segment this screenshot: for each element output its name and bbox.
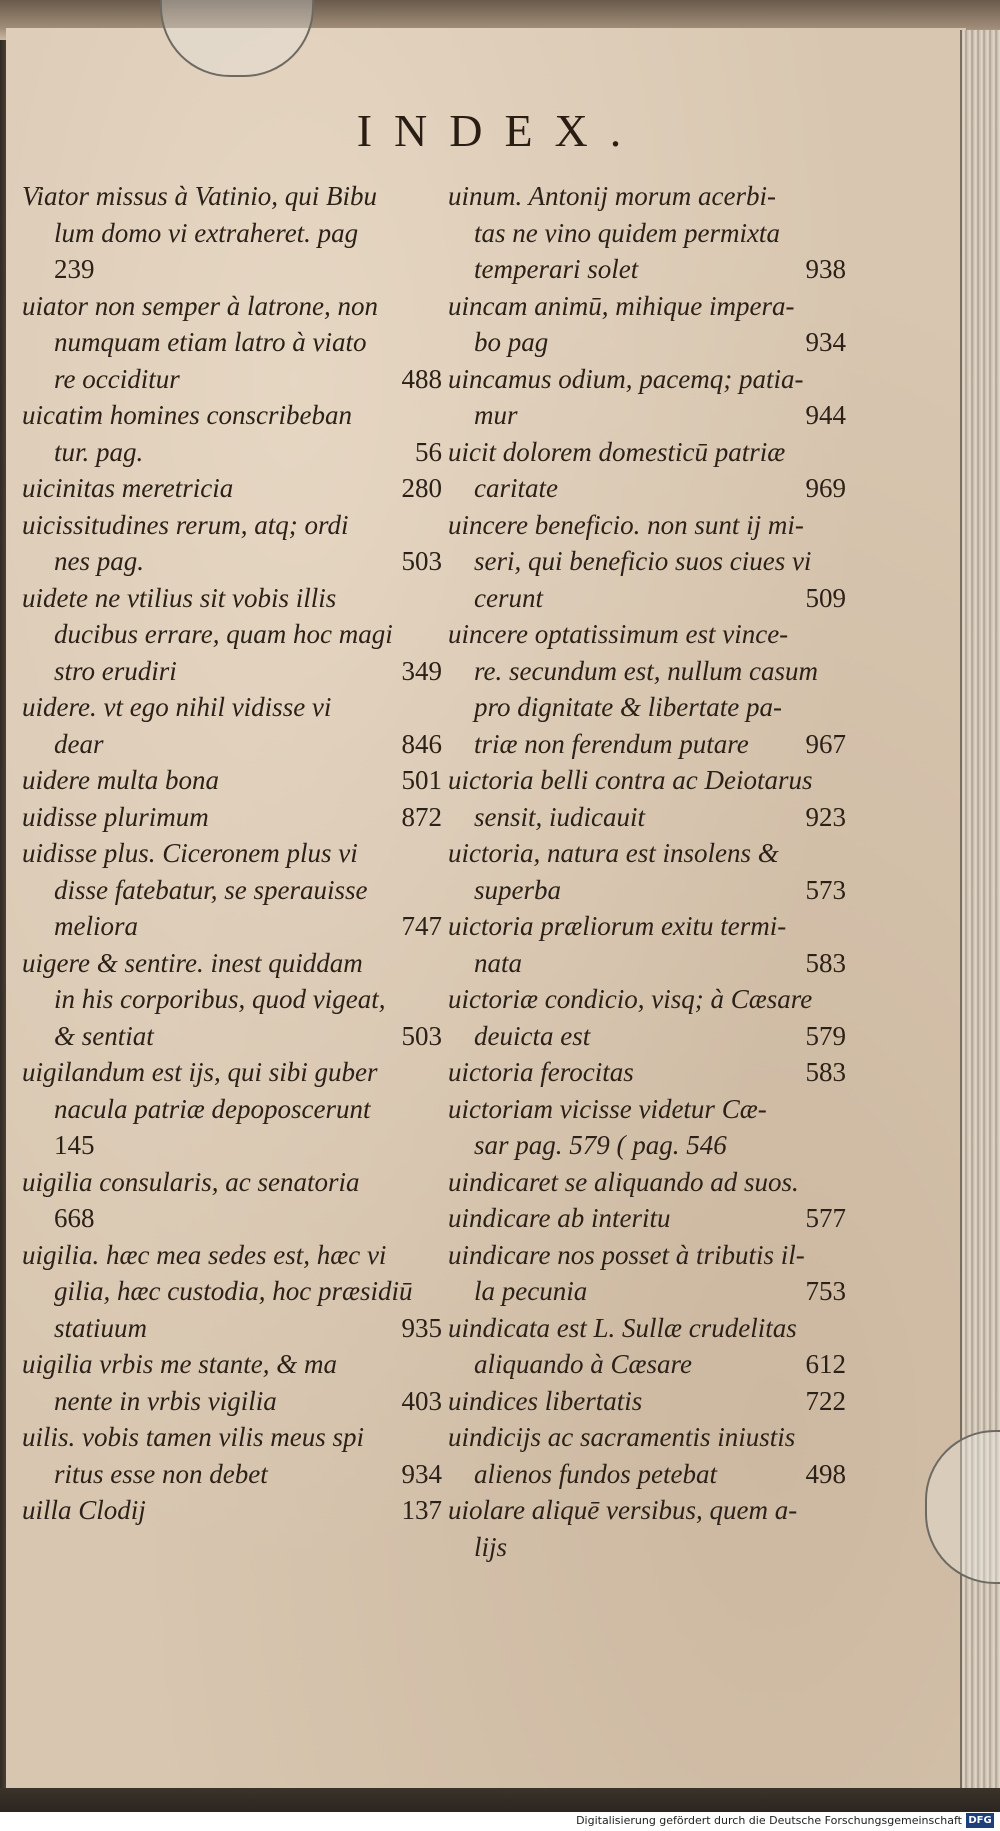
index-text: nente in vrbis vigilia (54, 1385, 277, 1416)
index-text: uindices libertatis (448, 1385, 643, 1416)
index-text: uincamus odium, pacemq; patia- (448, 363, 804, 394)
index-text: uictoria belli contra ac Deiotarus (448, 765, 813, 795)
dfg-logo: DFG (966, 1813, 994, 1828)
index-text: mur (474, 400, 518, 430)
page-number: 349 (401, 655, 442, 686)
index-entry (22, 397, 442, 470)
index-line (22, 1091, 442, 1128)
index-line (448, 507, 846, 544)
index-text: numquam etiam latro à viato (54, 327, 367, 357)
index-text: uidete ne vtilius sit vobis illis (22, 582, 337, 613)
index-text: uiolare aliquē versibus, quem a- (448, 1495, 798, 1525)
page-number: 923 (805, 801, 846, 832)
index-entry (22, 1346, 442, 1419)
index-entry (22, 507, 442, 580)
index-text: Viator missus à Vatinio, qui Bibu (22, 181, 378, 211)
page-number: 846 (401, 728, 442, 759)
index-text: uincere optatissimum est vince- (448, 619, 789, 649)
index-text: 145 (54, 1130, 95, 1160)
index-text: uindicaret se aliquando ad suos. (448, 1166, 799, 1197)
page-number: 967 (805, 728, 846, 759)
index-line (22, 1492, 442, 1529)
index-entry (22, 1492, 442, 1529)
index-line (448, 1529, 846, 1566)
index-entry (448, 434, 846, 507)
index-line (22, 762, 442, 799)
index-entry (448, 288, 846, 361)
index-text: re. secundum est, nullum casum (474, 655, 818, 686)
index-line (22, 726, 442, 763)
index-text: ducibus errare, quam hoc magi (54, 619, 393, 649)
page-number: 579 (805, 1020, 846, 1051)
index-text: uigilandum est ijs, qui sibi guber (22, 1057, 378, 1087)
page-number: 573 (805, 874, 846, 905)
index-line (448, 1456, 846, 1493)
index-text: temperari solet (474, 254, 639, 284)
index-entry (448, 1310, 846, 1383)
index-line (448, 799, 846, 836)
index-entry (22, 178, 442, 288)
index-text: uictoria, natura est insolens & (448, 838, 779, 868)
index-text: pro dignitate & libertate pa- (474, 692, 782, 722)
index-text: uigilia consularis, ac senatoria (22, 1166, 360, 1197)
index-text: lijs (474, 1531, 508, 1562)
page-number: 934 (401, 1458, 442, 1489)
index-line (22, 872, 442, 909)
index-text: nes pag. (54, 546, 144, 576)
index-entry (448, 616, 846, 762)
index-column-right (448, 178, 846, 1565)
index-entry (22, 835, 442, 945)
index-line (448, 1200, 846, 1237)
index-line (448, 1054, 846, 1091)
index-line (448, 981, 846, 1018)
index-entry (22, 288, 442, 398)
page-number: 503 (401, 1020, 442, 1051)
index-text: superba (474, 874, 561, 905)
index-entry (448, 361, 846, 434)
index-line (22, 1383, 442, 1420)
index-text: sar pag. 579 ( pag. 546 (474, 1130, 727, 1160)
index-line (22, 689, 442, 726)
index-line (448, 1492, 846, 1529)
index-line (448, 251, 846, 288)
index-line (22, 653, 442, 690)
index-entry (448, 1492, 846, 1565)
index-entry (22, 1419, 442, 1492)
index-text: aliquando à Cæsare (474, 1349, 693, 1379)
index-text: 239 (54, 254, 95, 284)
index-text: uicatim homines conscribeban (22, 400, 352, 430)
index-text: bo pag (474, 327, 549, 357)
index-line (448, 361, 846, 398)
index-line (448, 835, 846, 872)
index-line (448, 580, 846, 617)
index-text: uincere beneficio. non sunt ij mi- (448, 509, 804, 540)
index-line (22, 1456, 442, 1493)
index-line (448, 1164, 846, 1201)
index-line (448, 1273, 846, 1310)
page-number: 509 (805, 582, 846, 613)
index-text: uilla Clodij (22, 1495, 146, 1525)
index-line (448, 1237, 846, 1274)
page-number: 583 (805, 947, 846, 978)
index-entry (448, 1237, 846, 1310)
index-text: stro erudiri (54, 655, 177, 686)
page-number: 501 (401, 765, 442, 795)
index-line (22, 1200, 442, 1237)
index-line (448, 1127, 846, 1164)
index-text: uiator non semper à latrone, non (22, 290, 378, 321)
index-line (22, 1346, 442, 1383)
index-line (22, 1127, 442, 1164)
index-line (448, 762, 846, 799)
page-number: 56 (415, 436, 442, 467)
index-entry (448, 1091, 846, 1164)
index-entry (448, 178, 846, 288)
index-line (448, 616, 846, 653)
page-number: 935 (401, 1312, 442, 1343)
page-number: 137 (401, 1495, 442, 1525)
index-text: 668 (54, 1203, 95, 1233)
index-line (22, 945, 442, 982)
index-text: uidisse plurimum (22, 801, 209, 832)
index-text: uidisse plus. Ciceronem plus vi (22, 838, 358, 868)
index-text: uictoria præliorum exitu termi- (448, 911, 787, 941)
index-entry (22, 762, 442, 799)
index-text: dear (54, 728, 104, 759)
index-text: uigere & sentire. inest quiddam (22, 947, 363, 978)
index-entry (22, 1054, 442, 1164)
index-entry (448, 1164, 846, 1201)
page-number: 583 (805, 1057, 846, 1087)
index-text: uindicare ab interitu (448, 1203, 671, 1233)
index-line (448, 1346, 846, 1383)
index-line (448, 288, 846, 325)
index-text: uindicijs ac sacramentis iniustis (448, 1422, 796, 1452)
index-line (22, 981, 442, 1018)
index-line (448, 178, 846, 215)
index-text: nacula patriæ depoposcerunt (54, 1093, 371, 1124)
index-line (448, 908, 846, 945)
index-line (448, 215, 846, 252)
index-entry (448, 1200, 846, 1237)
index-text: uidere multa bona (22, 765, 219, 795)
index-entry (22, 1237, 442, 1347)
index-text: uigilia. hæc mea sedes est, hæc vi (22, 1239, 387, 1270)
index-line (448, 872, 846, 909)
index-text: in his corporibus, quod vigeat, (54, 984, 386, 1014)
index-text: uicit dolorem domesticū patriæ (448, 436, 786, 467)
index-text: uictoria ferocitas (448, 1057, 634, 1087)
index-entry (448, 1419, 846, 1492)
index-entry (448, 507, 846, 617)
page-number: 747 (401, 911, 442, 941)
index-text: deuicta est (474, 1020, 591, 1051)
index-line (22, 1310, 442, 1347)
index-line (22, 1018, 442, 1055)
index-entry (448, 762, 846, 835)
index-entry (448, 908, 846, 981)
index-text: nata (474, 947, 523, 978)
index-text: uictoriæ condicio, visq; à Cæsare (448, 984, 813, 1014)
index-text: disse fatebatur, se sperauisse (54, 874, 368, 905)
index-line (448, 1091, 846, 1128)
index-line (22, 1419, 442, 1456)
index-text: uilis. vobis tamen vilis meus spi (22, 1422, 364, 1452)
index-entry (448, 835, 846, 908)
index-line (22, 178, 442, 215)
index-line (448, 726, 846, 763)
page-number: 498 (805, 1458, 846, 1489)
index-line (22, 470, 442, 507)
page-number: 722 (805, 1385, 846, 1416)
index-text: meliora (54, 911, 138, 941)
index-line (22, 835, 442, 872)
index-line (22, 434, 442, 471)
index-line (22, 799, 442, 836)
page-number: 488 (401, 363, 442, 394)
index-line (22, 251, 442, 288)
index-line (448, 1383, 846, 1420)
index-text: & sentiat (54, 1020, 154, 1051)
index-line (448, 470, 846, 507)
index-line (22, 397, 442, 434)
index-text: seri, qui beneficio suos ciues vi (474, 546, 812, 576)
index-text: uinum. Antonij morum acerbi- (448, 181, 776, 211)
index-line (448, 1419, 846, 1456)
index-line (448, 1310, 846, 1347)
page-title: INDEX. (356, 105, 644, 156)
index-entry (448, 1054, 846, 1091)
index-text: lum domo vi extraheret. pag (54, 217, 359, 248)
page-number: 403 (401, 1385, 442, 1416)
index-entry (22, 799, 442, 836)
index-line (22, 361, 442, 398)
index-text: ritus esse non debet (54, 1458, 268, 1489)
index-entry (22, 689, 442, 762)
index-line (22, 1237, 442, 1274)
index-entry (22, 580, 442, 690)
index-line (22, 1273, 442, 1310)
index-entry (22, 945, 442, 1055)
index-entry (448, 981, 846, 1054)
page-number: 969 (805, 473, 846, 503)
index-line (448, 543, 846, 580)
index-text: cerunt (474, 582, 543, 613)
index-entry (448, 1383, 846, 1420)
index-text: uicissitudines rerum, atq; ordi (22, 509, 349, 540)
index-text: alienos fundos petebat (474, 1458, 717, 1489)
page-number: 938 (805, 254, 846, 284)
index-line (22, 507, 442, 544)
index-text: uictoriam vicisse videtur Cæ- (448, 1093, 767, 1124)
index-line (448, 397, 846, 434)
index-line (448, 324, 846, 361)
footer-credit: Digitalisierung gefördert durch die Deutsche Forschungsgemeinschaft (576, 1814, 962, 1827)
index-text: uicinitas meretricia (22, 473, 234, 503)
index-line (22, 215, 442, 252)
index-line (22, 288, 442, 325)
index-text: triæ non ferendum putare (474, 728, 749, 759)
index-text: uidere. vt ego nihil vidisse vi (22, 692, 332, 722)
index-line (22, 908, 442, 945)
index-entry (22, 470, 442, 507)
index-text: tas ne vino quidem permixta (474, 217, 780, 248)
index-line (448, 434, 846, 471)
index-text: tur. pag. (54, 436, 144, 467)
index-line (22, 616, 442, 653)
page-number: 934 (805, 327, 846, 357)
page-number: 753 (805, 1276, 846, 1306)
page-number: 577 (805, 1203, 846, 1233)
index-line (22, 324, 442, 361)
index-line (22, 1054, 442, 1091)
page-number: 872 (401, 801, 442, 832)
index-text: uincam animū, mihique impera- (448, 290, 795, 321)
index-line (448, 1018, 846, 1055)
index-line (22, 580, 442, 617)
index-text: gilia, hæc custodia, hoc præsidiū (54, 1276, 413, 1306)
index-line (22, 1164, 442, 1201)
index-text: uindicare nos posset à tributis il- (448, 1239, 805, 1270)
page-number: 944 (805, 400, 846, 430)
index-text: re occiditur (54, 363, 180, 394)
index-text: uindicata est L. Sullæ crudelitas (448, 1312, 797, 1343)
index-text: uigilia vrbis me stante, & ma (22, 1349, 337, 1379)
page-number: 612 (805, 1349, 846, 1379)
index-line (22, 543, 442, 580)
index-column-left (22, 178, 442, 1529)
index-text: la pecunia (474, 1276, 588, 1306)
index-text: statiuum (54, 1312, 148, 1343)
page-number: 280 (401, 473, 442, 503)
index-text: caritate (474, 473, 558, 503)
index-line (448, 689, 846, 726)
index-line (448, 945, 846, 982)
index-entry (22, 1164, 442, 1237)
index-line (448, 653, 846, 690)
index-text: sensit, iudicauit (474, 801, 645, 832)
page-number: 503 (401, 546, 442, 576)
